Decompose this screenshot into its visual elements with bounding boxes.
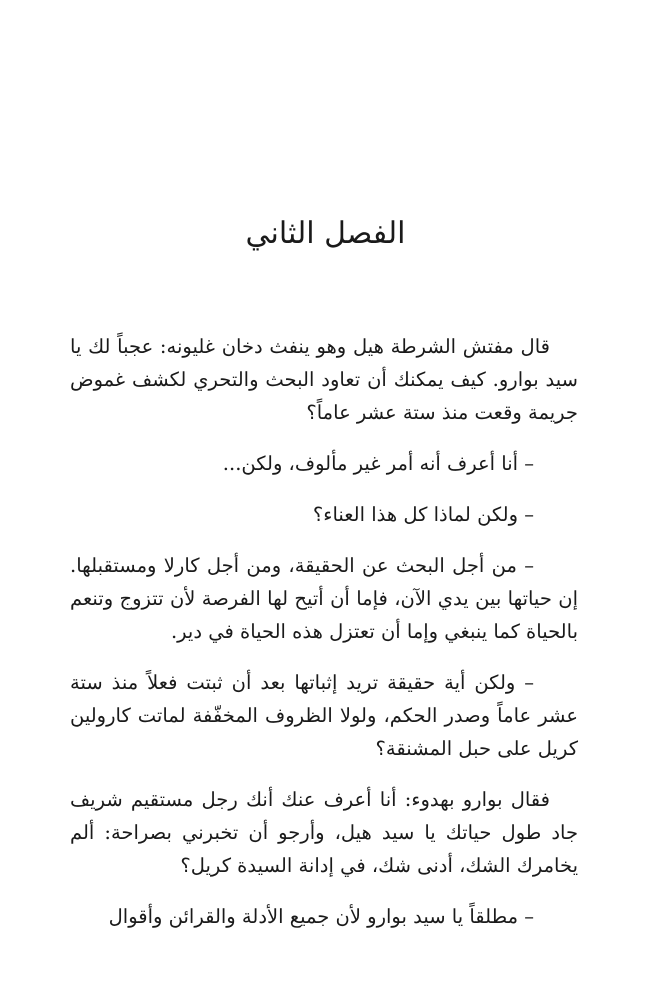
chapter-body <box>70 330 578 951</box>
paragraph-7: – مطلقاً يا سيد بوارو لأن جميع الأدلة والقرائن وأقوال <box>108 905 534 928</box>
paragraph-3: – ولكن لماذا كل هذا العناء؟ <box>312 503 534 526</box>
paragraph-5: – ولكن أية حقيقة تريد إثباتها بعد أن ثبتت فعلاً منذ ستة عشر عاماً وصدر الحكم، ولولا الظروف المخفّفة لماتت كارولين كريل على حبل المشنقة؟ <box>70 671 578 760</box>
paragraph-1: قال مفتش الشرطة هيل وهو ينفث دخان غليونه: عجباً لك يا سيد بوارو. كيف يمكنك أن تعاود البحث والتحري لكشف غموض جريمة وقعت منذ ستة عشر عاماً؟ <box>70 335 578 424</box>
paragraph-6: فقال بوارو بهدوء: أنا أعرف عنك أنك رجل مستقيم شريف جاد طول حياتك يا سيد هيل، وأرجو أن تخبرني بصراحة: ألم يخامرك الشك، أدنى شك، في إدانة السيدة كريل؟ <box>70 788 578 877</box>
paragraph-4: – من أجل البحث عن الحقيقة، ومن أجل كارلا ومستقبلها. إن حياتها بين يدي الآن، فإما أن أتيح لها الفرصة لأن تتزوج وتنعم بالحياة كما ينبغي وإما أن تعتزل هذه الحياة في دير. <box>70 554 578 643</box>
chapter-title: الفصل الثاني <box>245 216 406 251</box>
paragraph-2: – أنا أعرف أنه أمر غير مألوف، ولكن... <box>222 452 534 475</box>
